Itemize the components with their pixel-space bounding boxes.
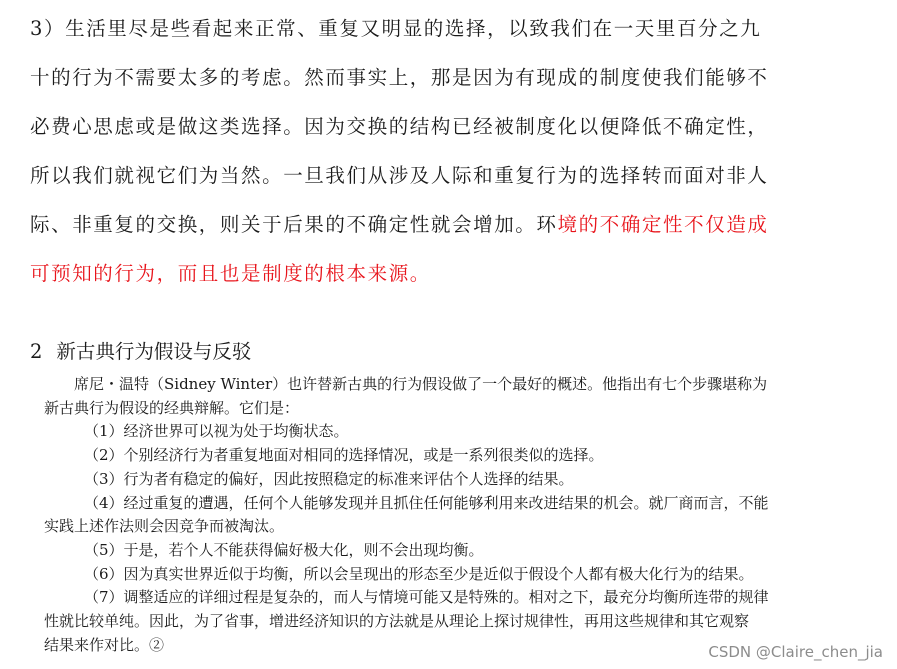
list-item: （4）经过重复的遭遇，任何个人能够发现并且抓住任何能够利用来改进结果的机会。就厂商而言，不能	[84, 493, 769, 512]
paragraph-line	[30, 200, 866, 249]
list-item: （5）于是，若个人不能获得偏好极大化，则不会出现均衡。	[84, 540, 484, 559]
intro-line: 新古典行为假设的经典辩解。它们是：	[44, 398, 300, 417]
list-item-continuation: 性就比较单纯。因此，为了省事，增进经济知识的方法就是从理论上探讨规律性，再用这些规律和其它观察	[44, 612, 750, 631]
list-item-continuation: 实践上述作法则会因竞争而被淘汰。	[44, 517, 285, 536]
paragraph-line: 3）生活里尽是些看起来正常、重复又明显的选择，以致我们在一天里百分之九	[30, 17, 762, 40]
body-text	[44, 373, 856, 657]
intro-line: 席尼・温特（Sidney Winter）也许替新古典的行为假设做了一个最好的概述。他指出有七个步骤堪称为	[74, 375, 768, 393]
list-item: （3）行为者有稳定的偏好，因此按照稳定的标准来评估个人选择的结果。	[84, 469, 574, 488]
list-item-continuation: 结果来作对比。②	[44, 635, 165, 654]
list-item: （1）经济世界可以视为处于均衡状态。	[84, 422, 349, 441]
section-number: 2	[30, 340, 43, 363]
paragraph-line: 十的行为不需要太多的考虑。然而事实上，那是因为有现成的制度使我们能够不	[30, 66, 769, 89]
list-item: （6）因为真实世界近似于均衡，所以会呈现出的形态至少是近似于假设个人都有极大化行为的结果。	[84, 564, 754, 583]
highlighted-text: 境的不确定性不仅造成	[557, 213, 769, 236]
paragraph-line: 必费心思虑或是做这类选择。因为交换的结构已经被制度化以便降低不确定性，	[30, 115, 769, 138]
top-paragraph	[30, 4, 866, 298]
list-item: （2）个别经济行为者重复地面对相同的选择情况，或是一系列很类似的选择。	[84, 446, 604, 465]
list-item: （7）调整适应的详细过程是复杂的，而人与情境可能又是特殊的。相对之下，最充分均衡所连带的规律	[84, 588, 769, 607]
section-title: 新古典行为假设与反驳	[56, 340, 252, 363]
csdn-watermark: CSDN @Claire_chen_jia	[708, 643, 883, 661]
paragraph-text: 际、非重复的交换，则关于后果的不确定性就会增加。环	[30, 213, 558, 236]
highlighted-line: 可预知的行为，而且也是制度的根本来源。	[30, 262, 431, 285]
section-heading	[30, 336, 251, 368]
paragraph-line: 所以我们就视它们为当然。一旦我们从涉及人际和重复行为的选择转而面对非人	[30, 164, 769, 187]
